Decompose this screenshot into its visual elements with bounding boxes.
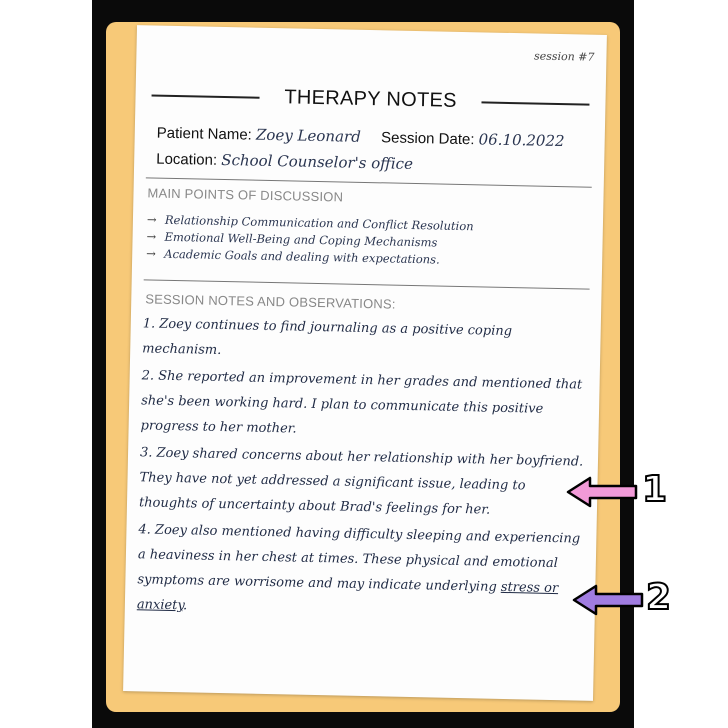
session-note-2: 2. She reported an improvement in her grades and mentioned that she's been working hard. I plan to communicate this positive progress to her mother. [140,368,583,437]
list-item: → Emotional Well-Being and Coping Mechanisms [146,229,438,250]
arrow-right-icon: → [146,246,157,261]
underlined-phrase: stress or anxiety [136,579,559,614]
marker-number: 2 [646,577,672,618]
page-title: THERAPY NOTES [284,86,457,112]
location-row [156,150,413,173]
arrow-right-icon: → [146,229,157,244]
therapy-notes-page [123,25,607,701]
location-value: School Counselor's office [221,150,414,173]
pointer-arrow-icon [566,472,640,512]
marker-number: 1 [642,469,668,510]
session-note-3: 3. Zoey shared concerns about her relationship with her boyfriend. They have not yet addressed a significant issue, leading to thoughts of uncertainty about Brad's feelings for her. [138,445,584,518]
session-notes-heading: SESSION NOTES AND OBSERVATIONS: [145,291,396,312]
session-date-value: 06.10.2022 [478,130,565,151]
patient-name-value: Zoey Leonard [255,125,361,146]
list-item: → Relationship Communication and Conflict Resolution [146,212,474,234]
arrow-right-icon: → [146,212,157,227]
session-note-4: 4. Zoey also mentioned having difficulty sleeping and experiencing a heaviness in her chest at times. These physical and emotional symptoms are worrisome and may indicate underlying stress or anxiety. [136,522,581,614]
main-points-list [146,211,474,269]
patient-name-label: Patient Name: [156,124,252,144]
session-number: session #7 [533,49,595,64]
main-points-heading: MAIN POINTS OF DISCUSSION [147,185,344,205]
patient-info-row [157,124,565,151]
title-row [151,83,589,116]
list-item: → Academic Goals and dealing with expectations. [146,246,440,267]
session-date-label: Session Date: [380,129,475,149]
annotation-marker-2 [572,577,672,624]
divider-2 [144,279,590,289]
session-notes-body [137,311,589,628]
session-note-1: 1. Zoey continues to find journaling as a positive coping mechanism. [142,316,513,358]
pointer-arrow-icon [572,580,646,620]
annotation-marker-1 [566,469,668,516]
location-label: Location: [156,150,218,169]
